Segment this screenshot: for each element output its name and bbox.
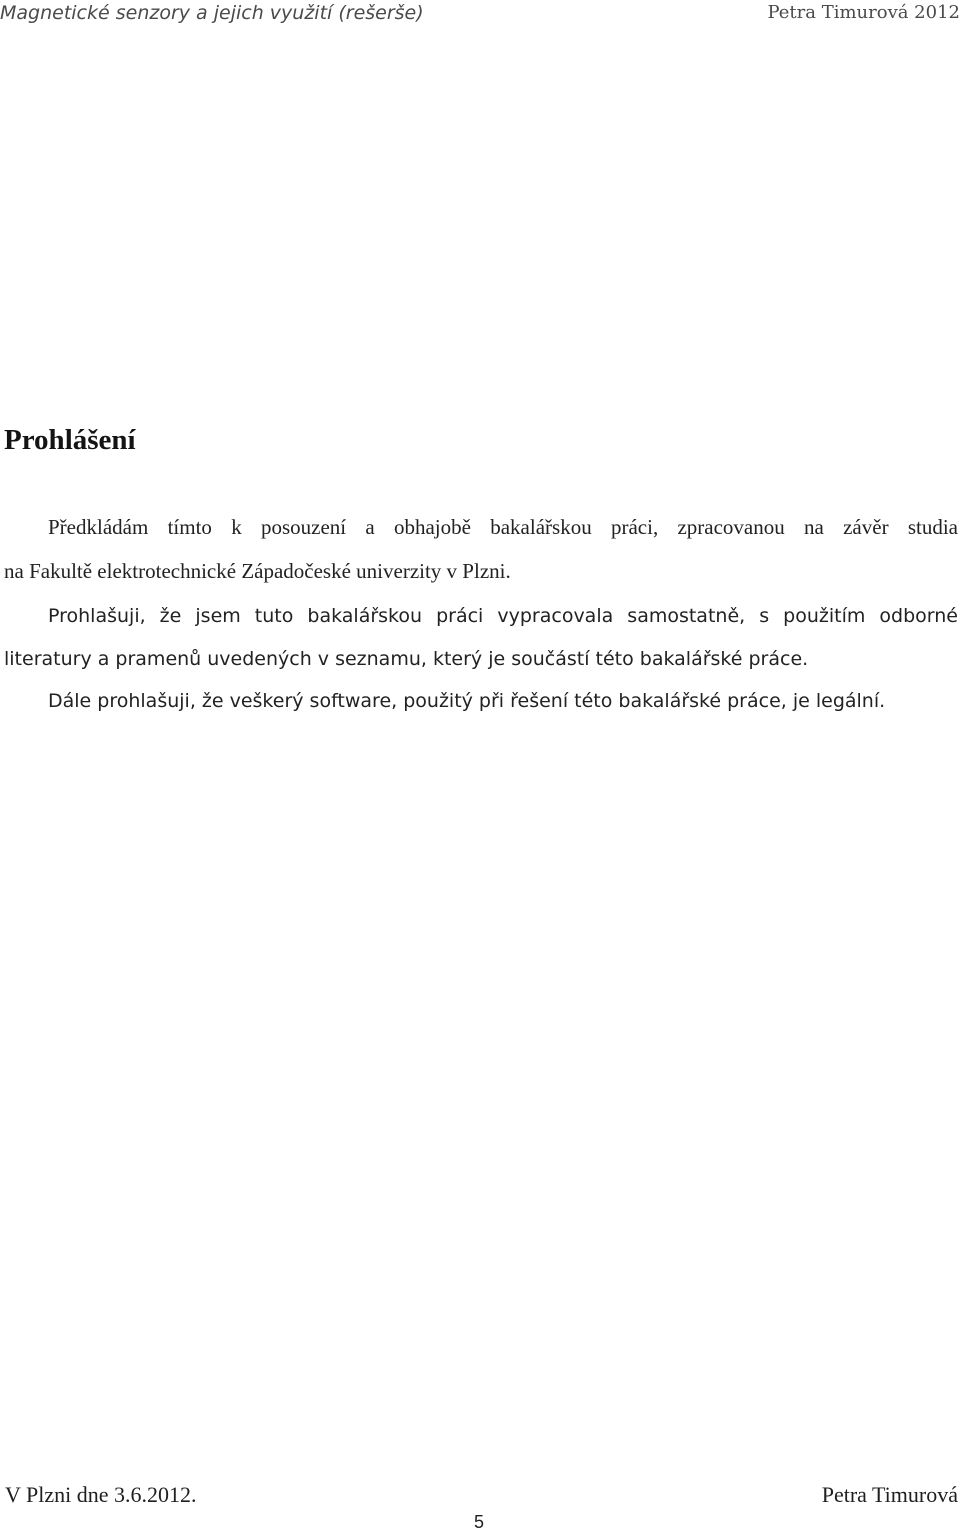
page-number: 5 — [474, 1512, 485, 1532]
header-author-year: Petra Timurová 2012 — [767, 2, 960, 23]
page-title: Prohlášení — [4, 424, 136, 456]
paragraph-2-line-1: Prohlašuji, že jsem tuto bakalářskou práci vypracovala samostatně, s použitím odborné — [48, 605, 958, 627]
paragraph-2-line-2: literatury a pramenů uvedených v seznamu, který je součástí této bakalářské práce. — [4, 648, 809, 670]
running-header — [0, 0, 960, 30]
footer-signature: Petra Timurová — [821, 1482, 958, 1507]
paragraph-1-line-2: na Fakultě elektrotechnické Západočeské univerzity v Plzni. — [4, 559, 511, 583]
paragraph-3-line-1: Dále prohlašuji, že veškerý software, použitý při řešení této bakalářské práce, je legální. — [48, 690, 886, 712]
header-document-title: Magnetické senzory a jejich využití (rešerše) — [0, 2, 424, 24]
footer-place-date: V Plzni dne 3.6.2012. — [5, 1482, 197, 1507]
paragraph-1-line-1: Předkládám tímto k posouzení a obhajobě bakalářskou práci, zpracovanou na závěr studia — [48, 515, 958, 539]
